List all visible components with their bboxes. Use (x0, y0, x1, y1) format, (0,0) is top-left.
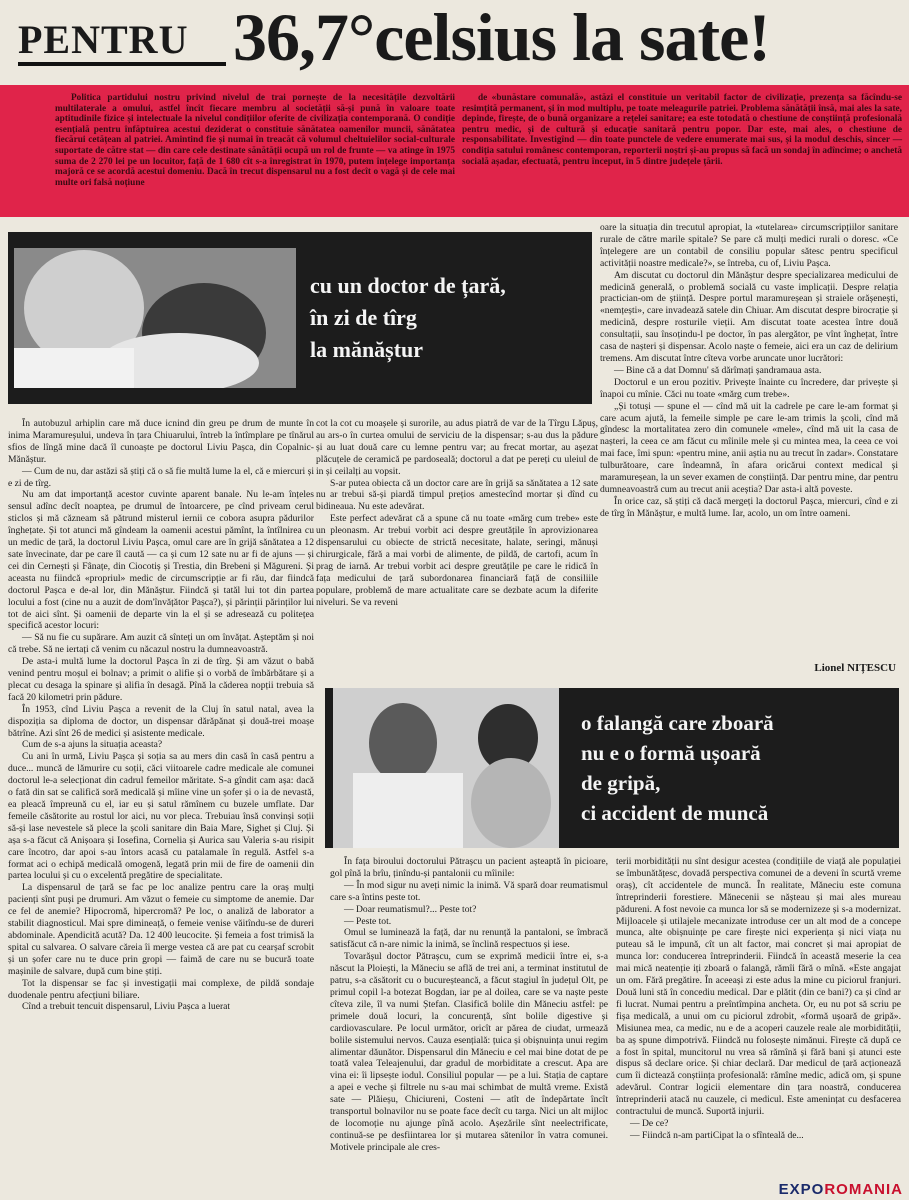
article2-col2: În fața biroului doctorului Pătrașcu un pacient așteaptă în picioare, gol pînă la brîu, ținîndu-și pantalonii cu mîinile: — În mod sigur nu aveți nimic la inimă. Vă spară doar reumatismul care s-a întins peste tot. — Doar reumatismul?... Peste tot? — Peste tot. Omul se luminează la față, dar nu renunță la pantaloni, se îmbracă satisfăcut că n-are nimic la inimă, se înclină respectuos și iese. Tovarășul doctor Pătrașcu, cum se exprimă medicii între ei, s-a născut la Ploiești, la Măneciu se află de trei ani, a terminat institutul de patru, s-a căsătorit cu o bucureșteancă, a făcut stagiul în județul Olt, pe primul copil l-a botezat Bogdan, iar pe al doilea, care se va naște peste cîteva zile, îl va numi Ștefan. Clasifică bolile din Măneciu astfel: pe primele două locuri, la concurență, sînt bolile digestive și cardiovasculare. Pe locul următor, oricît ar părea de ciudat, urmează bolile sistemului nervos. Cauza esențială: țuica și obișnuința unui regim alimentar dăunător. Dispensarul din Măneciu e cel mai bine dotat de pe toată valea Teleajenului, dar gradul de morbiditate a crescut. Apa are vina ei: îi lipsește iodul. Consiliul popular — pe a lui. Stația de captare a apei e veche și filtrele nu s-au mai schimbat de multă vreme. Există sate — Plăieșu, Chiciureni, Costeni — atît de îndepărtate încît transportul bolnavilor nu se poate face decît cu targa. Nici un alt mijloc de locomoție nu ajunge pînă acolo. Așezările sînt neelectrificate, continuă-se pe desfiintarea lor și mutarea sătenilor în vatra comunei. Motivele principale ale cres- (330, 856, 608, 1153)
doctor-photo (14, 248, 296, 388)
article2-title: o falangă care zboară nu e o formă ușoară de gripă, ci accident de muncă (581, 711, 774, 825)
article1-banner (8, 232, 592, 404)
article1-title: cu un doctor de țară, în zi de tîrg la mănăștur (310, 273, 506, 362)
expo-romania-watermark: EXPOROMANIA (778, 1181, 903, 1198)
intro-left-text: Politica partidului nostru privind nivelul de trai pornește de la necesitățile dezvoltării multilaterale a omului, astfel încît fiecare membru al societății să-și pună în valoare toate aptitudinile fizice și intelectuale la nivelul condițiilor oferite de civilizația contemporană. O condiție esențială pentru înfăptuirea acestui deziderat o constituie sănătatea oamenilor muncii, sănătatea fiecărui cetățean al patriei. Amintind fie și numai în treacăt că volumul cheltuielilor social-culturale suportate de către stat — din care cele destinate sănătății ocupă un rol de frunte — va atinge în 1975 suma de 2 270 lei pe un locuitor, față de 1 680 cît s-a înregistrat în 1970, putem înțelege importanța majoră ce se acordă acestui domeniu. Dacă în trecut dispensarul nu a fost decît o vagă și de cele mai multe ori falsă noțiune (55, 93, 455, 188)
intro-right-text: de «bunăstare comunală», astăzi el constituie un veritabil factor de civilizație, prezența sa făcîndu-se resimțită permanent, și în mod multiplu, pe toate meleagurile patriei. Problema sănătății însă, mai ales la sate, depinde, firește, de o bună organizare a rețelei sanitare; ea este totodată o chestiune de conștiință profesională pentru medic, și de cultură și educație sanitară pentru popor. Dar este, mai ales, o chestiune de responsabilitate. Investigînd — din toate punctele de vedere enumerate mai sus, și la modul deschis, sincer — condiția satului românesc contemporan, reporterii noștri și-au propus să facă un sondaj în adîncime; o anchetă socială așadar, efectuată, pentru început, în 5 dintre județele țării. (462, 93, 902, 167)
article1-col1: În autobuzul arhiplin care mă duce icnind din greu pe drum de munte în inima Maramureșului, undeva în țara Chiuarului, întreb la întîmplare pe tînărul sfios de lîngă mine dacă îl cunoaște pe doctorul Liviu Pașca, din Copalnic-Mănăștur. — Cum de nu, dar astăzi să știți că o să fie multă lume la el, că e miercuri și e zi de tîrg. Nu am dat importanță acestor cuvinte aparent banale. Nu le-am înțeles sensul adînc decît noaptea, pe drumul de întoarcere, pe cînd priveam cerul sticlos și mă căzneam să pătrund misterul iernii ce cobora asupra pădurilor înghețate. Și tot atunci mă gîndeam la oamenii acestui pămînt, la întîlnirea cu un medic de țară, la doctorul Liviu Pașca, omul care are în grijă sănătatea a 12 sate învecinate, dar pe care îl caută — ca și cum 12 sate nu ar fi de ajuns — și cei din Cernești și Fânațe, din Ciocotiș și Trestia, din Brebeni și Măgureni. Și aceasta nu fiindcă «propriul» medic de circumscripție ar fi rău, dar fiindcă doctorul Pașca e de-al lor, din Mănăștur. Fiindcă și tatăl lui tot din partea locului a fost (cine nu a auzit de dom'învățător Pașca?), și părinții părinților lui tot de aici sînt. Și oamenii de departe vin la el și se adresează cu politețea specifică acestor locuri: — Să nu fie cu supărare. Am auzit că sînteți un om învățat. Așteptăm și noi că trebe. Să ne iertați că venim cu năcazul nostru la dumneavoastră. De asta-i multă lume la doctorul Pașca în zi de tîrg. Și am văzut o babă venind pentru moșul ei bolnav; a primit o alifie și o vorbă de îmbărbătare și a plecat cu desaga la spinare și alifia în desagă. Pînă la căderea nopții trebuia să facă 20 kilometri prin pădure. În 1953, cînd Liviu Pașca a revenit de la Cluj în satul natal, avea la dispoziția sa diploma de doctor, un dispensar dărăpănat și două-trei moașe bătrîne. Azi sînt 26 de medici și asistente medicale. Cum de s-a ajuns la situația aceasta? Cu ani în urmă, Liviu Pașca și soția sa au mers din casă în casă pentru a duce... muncă de lămurire cu soții, căci viitoarele cadre medicale ale comunei doctorul le-a selecționat din cadrul femeilor măritate. S-a gîndit cam așa: dacă o fată din sat se califică soră medicală și mîine vine un șofer și o ia de nevastă, ea pleacă împreună cu el, iar eu și satul rămînem cu buzele umflate. Dar femeile căsătorite au rostul lor aici, nu vor pleca. Trebuiau însă convinși soții să-și lase nevestele să plece la școli sanitare din Baia Mare, Sighet și Cluj. Și așa s-a făcut că Anișoara și Iosefina, Cornelia și Aurica sau Valeria s-au risipit care încotro, dar apoi s-au întors acasă cu patalamale în regulă. Astfel s-a format aci o echipă medicală omogenă, legată prin mii de fire de oamenii din partea locului și cu o excelentă pregătire de specialitate. La dispensarul de țară se fac pe loc analize pentru care la oraș mulți pacienți sînt puși pe drumuri. Am văzut o femeie cu simptome de anemie. Dar ce fel de anemie? Hipocromă, hipercromă? Pe loc, o analiză de laborator a stabilit diagnosticul. Mai spre dimineață, o femeie venise văitîndu-se de dureri abdominale. Apendicită acută? Da. 12 400 leucocite. Și femeia a fost trimisă la spital cu salvarea. O salvare căreia îi merge vestea că are pat cu cearșaf scrobit și un șofer care nu te duce prin gropi — faimă de care nu se bucură toate mașinile de salvare, după cum bine știți. Tot la dispensar se fac și investigații mai complexe, de pildă sondaje duodenale pentru afecțiuni biliare. Cînd a trebuit tencuit dispensarul, Liviu Pașca a luerat (8, 418, 314, 1013)
headline-underline (18, 62, 226, 66)
intro-box (0, 85, 909, 217)
article1-signature: Lionel NIȚESCU (814, 662, 896, 674)
article2-banner (325, 688, 899, 848)
article1-col2: cot la cot cu moașele și surorile, au adus piatră de var de la Tîrgu Lăpuș, au ars-o în curtea omului de serviciu de la dispensar; s-au dus la pădure și au luat două care cu lemne pentru var; au frecat mortar, au așezat plăcuțele de ceramică pe pardoseală; doctorul a dat pe pereți cu uleiul de in și ceilalți au vopsit. S-ar putea obiecta că un doctor care are în grijă sa sănătatea a 12 sate nu ar trebui să-și piardă timpul prețios amestecînd mortar și dînd cu bidineaua. Nu este adevărat. Este perfect adevărat că a spune că nu toate «mărg cum trebe» este un pleonasm. Ar trebui vorbit aci despre greutățile în aprovizionarea dispensarului cu obiecte de strictă necesitate, halate, seringi, mănuși chirurgicale, fără a mai vorbi de alimente, de pildă, de cartofi, acum în prag de iarnă. Ar trebui vorbit aci despre greutățile pe care le ridică în fața medicului de țară subordonarea financiară față de consiliile populare, problemă de mare actualitate care se dezbate acum la diferite niveluri. Se va reveni (316, 418, 598, 608)
headline-main: 36,7°celsius la sate! (233, 0, 770, 75)
article2-col3: terii morbidității nu sînt desigur acestea (condițiile de viață ale populației se îmbunătățesc, dovadă perspectiva comunei de a deveni în scurtă vreme oraș), cît accidentele de muncă. În realitate, Măneciu este comuna întreprinderii forestiere. Mănecenii se nășteau și mai ales mureau pădureni. A fost nevoie ca munca lor să se modernizeze și s-a modernizat. Mijloacele și utilajele mecanizate introduse cer un alt mod de a concepe munca, alte obișnuințe pe care firește nici experiența și nici viața nu puteau să le impună, cît un alt factor, mai concret și mai apropiat de munca lor: conducerea întreprinderii. Fiindcă în această meserie la cea mai mică neatenție iți zboară o falangă, rămîi fără o mînă. «Este angajat un om. Fără pregătire. În aceeași zi este adus la mine cu piciorul franjuri. Două luni stă în concediu medical. Dar e plătit (din ce bani?) ca și cînd ar fi lucrat. Numai pentru a preîntîmpina ancheta. Or, eu nu pot să scriu pe fișa medicală, a unui om cu piciorul zdrobit, «formă ușoară de gripă». Misiunea mea, ca medic, nu e de a acoperi cauzele reale ale morbidității, ba aș spune dimpotrivă. Fiindcă nu folosește nimănui. Firește că după ce a fost în spital, muncitorul nu vrea să rămînă și fără bani și atunci este dispus să declare orice. Și chiar declară. Dar medicul de țară acționează cum îi dictează conștiința profesională: rămîne medic, adică om, și spune adevărul. Contrar logicii elementare din țara noastră, conducerea întreprinderii atacă nu cauzele, ci medicul. Este amenințat cu desfacerea contractului de muncă. Suportă injurii. — De ce? — Fiindcă n-am partiCipat la o sfînteală de... (616, 856, 901, 1141)
article1-col3: oare la situația din trecutul apropiat, la «tutelarea» circumscripțiilor sanitare rurale de către marile spitale? Se pare că mulți medici rurali o doresc. «Ce înțelegere are un contabil de consiliu popular sătesc pentru specificul activității noastre medicale?», se întreba, cu of, Liviu Pașca. Am discutat cu doctorul din Mănăștur despre specializarea medicului de medicină generală, o problemă socială cu vaste implicații. Despre relația practician-om de știință. Despre portul maramureșean și straiele orășenești, «nemțești», care invadează satele din Chiuar. Am discutat despre birocrație și medicină, despre rosturile vieții. Am discutat toate acestea între două consultații, sau însoțindu-l pe doctor, în pas alergător, pe vînt înghețat, între casa de nașteri și dispensar. Acolo naște o femeie, aici era un caz de delirium tremens. Am discutat între cîteva vorbe aruncate unor lucrători: — Bine că a dat Domnu' să dărîmați șandramaua asta. Doctorul e un erou pozitiv. Privește înainte cu încredere, dar privește și înapoi cu mînie. Căci nu toate «mărg cum trebe». „Și totuși — spune el — cînd mă uit la cadrele pe care le-am format și care acum ajută, la femeile simple pe care le-am trimis la școli, cînd mă gîndesc la mortalitatea zero din comunele «mele», cînd mă uit la casa de nașteri, la ceea ce am făcut cu mîinile mele și cu mintea mea, la ceea ce voi mai face, îmi spun: «pentru mine, anii aștia nu au trecut în zadar». Constatare tulburătoare, care îndeamnă, în afara oricărui context medical și maramureșean, la un sever examen de conștiință. Dar pentru mine, dar pentru dumneavoastră cum au trecut anii aceștia? Dar asta-i altă poveste. În orice caz, să știți că dacă mergeți la doctorul Pașca, miercuri, cînd e zi de tîrg în Mănăștur, e multă lume. Iar, acolo, un om între oameni. (600, 222, 898, 519)
headline (8, 0, 903, 78)
pediatric-photo (333, 688, 559, 848)
headline-prefix: PENTRU (18, 17, 189, 62)
